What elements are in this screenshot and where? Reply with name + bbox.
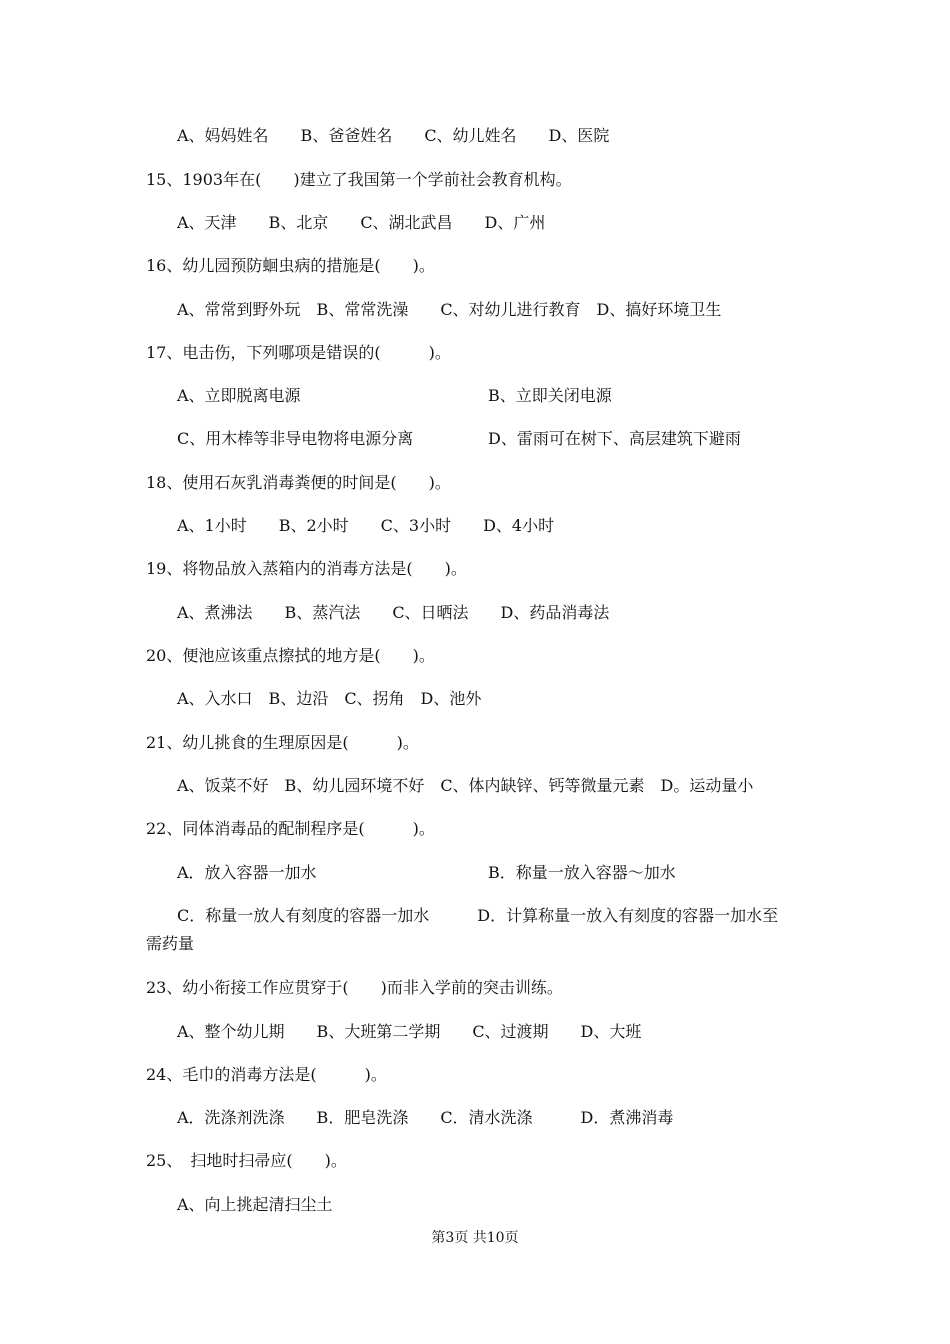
q25-stem: 25、 扫地时扫帚应( )。 xyxy=(146,1151,347,1170)
q17-option-a: A、立即脱离电源 xyxy=(177,386,301,405)
q17-option-b: B、立即关闭电源 xyxy=(488,386,612,405)
q17-stem: 17、电击伤，下列哪项是错误的( )。 xyxy=(146,343,451,362)
q21-stem: 21、幼儿挑食的生理原因是( )。 xyxy=(146,733,419,752)
q23-options: A、整个幼儿期 B、大班第二学期 C、过渡期 D、大班 xyxy=(177,1022,642,1041)
q23-stem: 23、幼小衔接工作应贯穿于( )而非入学前的突击训练。 xyxy=(146,978,563,997)
q18-options: A、1小时 B、2小时 C、3小时 D、4小时 xyxy=(177,516,555,535)
q19-stem: 19、将物品放入蒸箱内的消毒方法是( )。 xyxy=(146,559,467,578)
q22-option-b: B．称量一放入容器～加水 xyxy=(488,863,676,882)
q24-options: A．洗涤剂洗涤 B．肥皂洗涤 C．清水洗涤 D．煮沸消毒 xyxy=(177,1108,674,1127)
q18-stem: 18、使用石灰乳消毒粪便的时间是( )。 xyxy=(146,473,451,492)
q22-option-a: A．放入容器一加水 xyxy=(177,863,317,882)
q22-options-cd: C．称量一放人有刻度的容器一加水 D．计算称量一放入有刻度的容器一加水至 xyxy=(177,906,779,925)
q16-options: A、常常到野外玩 B、常常洗澡 C、对幼儿进行教育 D、搞好环境卫生 xyxy=(177,300,722,319)
q22-stem: 22、同体消毒品的配制程序是( )。 xyxy=(146,819,435,838)
q15-stem: 15、1903年在( )建立了我国第一个学前社会教育机构。 xyxy=(146,170,572,189)
q19-options: A、煮沸法 B、蒸汽法 C、日晒法 D、药品消毒法 xyxy=(177,603,610,622)
q15-options: A、天津 B、北京 C、湖北武昌 D、广州 xyxy=(177,213,546,232)
q20-stem: 20、便池应该重点擦拭的地方是( )。 xyxy=(146,646,435,665)
page-footer: 第3页 共10页 xyxy=(431,1230,519,1246)
q24-stem: 24、毛巾的消毒方法是( )。 xyxy=(146,1065,387,1084)
q25-option-a: A、向上挑起清扫尘土 xyxy=(177,1195,333,1214)
q22-options-cd-continued: 需药量 xyxy=(146,934,195,953)
q17-option-d: D、雷雨可在树下、高层建筑下避雨 xyxy=(488,429,741,448)
q16-stem: 16、幼儿园预防蛔虫病的措施是( )。 xyxy=(146,256,435,275)
q17-option-c: C、用木棒等非导电物将电源分离 xyxy=(177,429,414,448)
q14-options: A、妈妈姓名 B、爸爸姓名 C、幼儿姓名 D、医院 xyxy=(177,126,610,145)
q20-options: A、入水口 B、边沿 C、拐角 D、池外 xyxy=(177,689,482,708)
q21-options: A、饭菜不好 B、幼儿园环境不好 C、体内缺锌、钙等微量元素 D。运动量小 xyxy=(177,776,754,795)
